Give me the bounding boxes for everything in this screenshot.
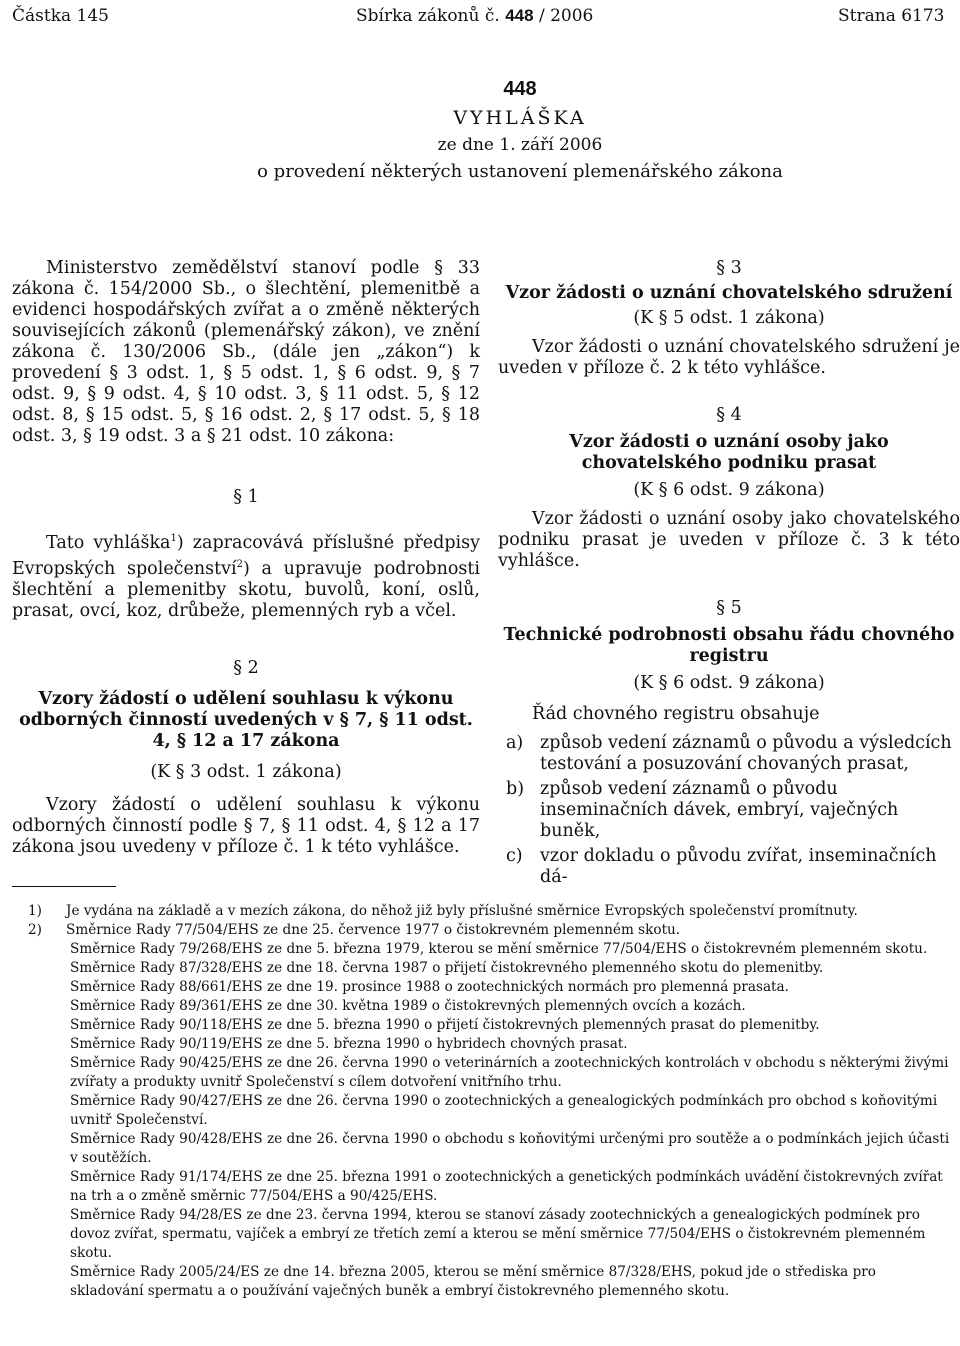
- header-collection: [356, 6, 593, 26]
- section-4-title: Vzor žádosti o uznání osoby jako chovatelského podniku prasat: [569, 432, 889, 473]
- section-1-text-a: Tato vyhláška: [46, 532, 171, 553]
- list-item-text: způsob vedení záznamů o původu inseminačních dávek, embryí, vaječných buněk,: [540, 779, 899, 841]
- footnote-line: Směrnice Rady 90/428/EHS ze dne 26. června 1990 o obchodu s koňovitými určenými pro soutěže a o podmínkách jejich účasti v soutěžích.: [70, 1131, 950, 1166]
- section-1-text-b: ) zapracovává příslušné předpisy Evropských společenství: [12, 532, 480, 579]
- section-2-ref: (K § 3 odst. 1 zákona): [150, 761, 342, 782]
- section-5-ref: (K § 6 odst. 9 zákona): [633, 673, 825, 693]
- decree-number: 448: [503, 78, 537, 100]
- footnote-ref-1[interactable]: 1: [170, 533, 177, 544]
- list-item: [498, 779, 960, 842]
- footnote-line: Směrnice Rady 90/427/EHS ze dne 26. června 1990 o zootechnických a genealogických podmínkách pro obchod s koňovitými uvnitř Společenství.: [70, 1093, 938, 1128]
- section-5-list: [498, 733, 960, 888]
- list-item: [498, 733, 960, 775]
- footnote-line: Směrnice Rady 88/661/EHS ze dne 19. prosince 1988 o zootechnických normách pro plemenná prasata.: [70, 979, 789, 995]
- header-collection-number: 448: [505, 6, 534, 25]
- footnote-divider: [12, 886, 116, 887]
- decree-date: ze dne 1. září 2006: [437, 135, 603, 155]
- footnote-line: Směrnice Rady 87/328/EHS ze dne 18. června 1987 o přijetí čistokrevného plemenného skotu do plemenitby.: [70, 960, 824, 976]
- footnote-ref-2[interactable]: 2: [236, 558, 243, 570]
- footnote-mark: 2): [28, 922, 42, 938]
- section-5-intro: Řád chovného registru obsahuje: [532, 704, 820, 724]
- section-2-text: Vzory žádostí o udělení souhlasu k výkonu odborných činností podle § 7, § 11 odst. 4, § 12 a 17 zákona jsou uvedeny v příloze č. 1 k této vyhlášce.: [12, 794, 480, 857]
- footnote-line: Směrnice Rady 2005/24/ES ze dne 14. března 2005, kterou se mění směrnice 87/328/EHS, pokud jde o střediska pro skladování spermatu a o používání vaječných buněk a embryí čistokrevného plemenného skotu.: [70, 1264, 876, 1299]
- decree-subject: o provedení některých ustanovení plemenářského zákona: [257, 161, 783, 182]
- footnote-line: Směrnice Rady 79/268/EHS ze dne 5. března 1979, kterou se mění směrnice 77/504/EHS o čistokrevném plemenném skotu.: [70, 941, 928, 957]
- section-4-number: § 4: [716, 405, 742, 425]
- section-1-number: § 1: [233, 487, 259, 507]
- page-header: [0, 6, 960, 28]
- section-5-title: Technické podrobnosti obsahu řádu chovného registru: [503, 625, 955, 666]
- section-1-text: [12, 528, 480, 622]
- list-item-text: vzor dokladu o původu zvířat, inseminačních dá-: [540, 846, 937, 887]
- footnote-2: [28, 921, 952, 940]
- right-column: [498, 258, 960, 892]
- section-4-ref: (K § 6 odst. 9 zákona): [633, 480, 825, 500]
- left-column: [12, 258, 480, 858]
- preamble: Ministerstvo zemědělství stanoví podle § 33 zákona č. 154/2000 Sb., o šlechtění, plemenitbě a evidenci hospodářských zvířat a o změně některých souvisejících zákonů (plemenářský zákon), ve znění zákona č. 130/2006 Sb., (dále jen „zákon“) k provedení § 3 odst. 1, § 5 odst. 1, § 6 odst. 9, § 7 odst. 9, § 9 odst. 4, § 10 odst. 3, § 11 odst. 5, § 12 odst. 8, § 15 odst. 5, § 16 odst. 2, § 17 odst. 5, § 18 odst. 3, § 19 odst. 3 a § 21 odst. 10 zákona:: [12, 258, 480, 446]
- header-part: Částka 145: [12, 6, 109, 26]
- list-item-label: b): [506, 779, 525, 799]
- section-2-number: § 2: [233, 657, 259, 678]
- header-collection-prefix: Sbírka zákonů č.: [356, 6, 500, 26]
- list-item-label: a): [506, 733, 524, 753]
- footnote-line: Směrnice Rady 90/118/EHS ze dne 5. března 1990 o přijetí čistokrevných plemenných prasat do plemenitby.: [70, 1017, 820, 1033]
- header-collection-year: / 2006: [533, 6, 594, 26]
- section-3-number: § 3: [716, 258, 742, 278]
- list-item-text: způsob vedení záznamů o původu a výsledcích testování a posuzování chovaných prasat,: [540, 733, 952, 774]
- decree-title: [0, 78, 960, 182]
- footnote-line: Směrnice Rady 94/28/ES ze dne 23. června 1994, kterou se stanoví zásady zootechnických a genealogických podmínek pro dovoz zvířat, spermatu, vajíček a embryí ze třetích zemí a kterou se mění směrnice 77/504/EHS o čistokrevném plemenném skotu.: [70, 1207, 926, 1261]
- list-item: [498, 846, 960, 888]
- footnote-mark: 1): [28, 903, 42, 919]
- footnote-line: Směrnice Rady 90/119/EHS ze dne 5. března 1990 o hybridech chovných prasat.: [70, 1036, 628, 1052]
- header-page: Strana 6173: [838, 6, 945, 26]
- footnote-line: Směrnice Rady 90/425/EHS ze dne 26. června 1990 o veterinárních a zootechnických kontrolách v obchodu s některými živými zvířaty a produkty uvnitř Společenství s cílem dotvoření vnitřního trhu.: [70, 1055, 949, 1090]
- footnote-line: Směrnice Rady 89/361/EHS ze dne 30. května 1989 o čistokrevných plemenných ovcích a kozách.: [70, 998, 746, 1014]
- footnotes: [28, 902, 952, 1301]
- list-item-label: c): [506, 846, 523, 866]
- section-1-text-c: ) a upravuje podrobnosti šlechtění a plemenitby skotu, buvolů, koní, oslů, prasat, ovcí, koz, drůbeže, plemenných ryb a včel.: [12, 558, 481, 621]
- section-4-text: Vzor žádosti o uznání osoby jako chovatelského podniku prasat je uveden v příloze č. 3 k této vyhlášce.: [498, 509, 960, 571]
- footnote-line: Je vydána na základě a v mezích zákona, do něhož již byly příslušné směrnice Evropských společenství promítnuty.: [66, 903, 858, 919]
- section-3-title: Vzor žádosti o uznání chovatelského sdružení: [505, 283, 953, 303]
- section-2-title: Vzory žádostí o udělení souhlasu k výkonu odborných činností uvedených v § 7, § 11 odst. 4, § 12 a 17 zákona: [19, 688, 473, 751]
- footnote-line: Směrnice Rady 91/174/EHS ze dne 25. března 1991 o zootechnických a genetických podmínkách uvádění čistokrevných zvířat na trh a o změně směrnic 77/504/EHS a 90/425/EHS.: [70, 1169, 943, 1204]
- section-5-number: § 5: [716, 598, 742, 618]
- section-3-text: Vzor žádosti o uznání chovatelského sdružení je uveden v příloze č. 2 k této vyhlášce.: [498, 337, 960, 378]
- decree-type: VYHLÁŠKA: [453, 107, 587, 129]
- footnote-1: [28, 902, 952, 921]
- section-3-ref: (K § 5 odst. 1 zákona): [633, 308, 825, 328]
- footnote-line: Směrnice Rady 77/504/EHS ze dne 25. července 1977 o čistokrevném plemenném skotu.: [66, 922, 681, 938]
